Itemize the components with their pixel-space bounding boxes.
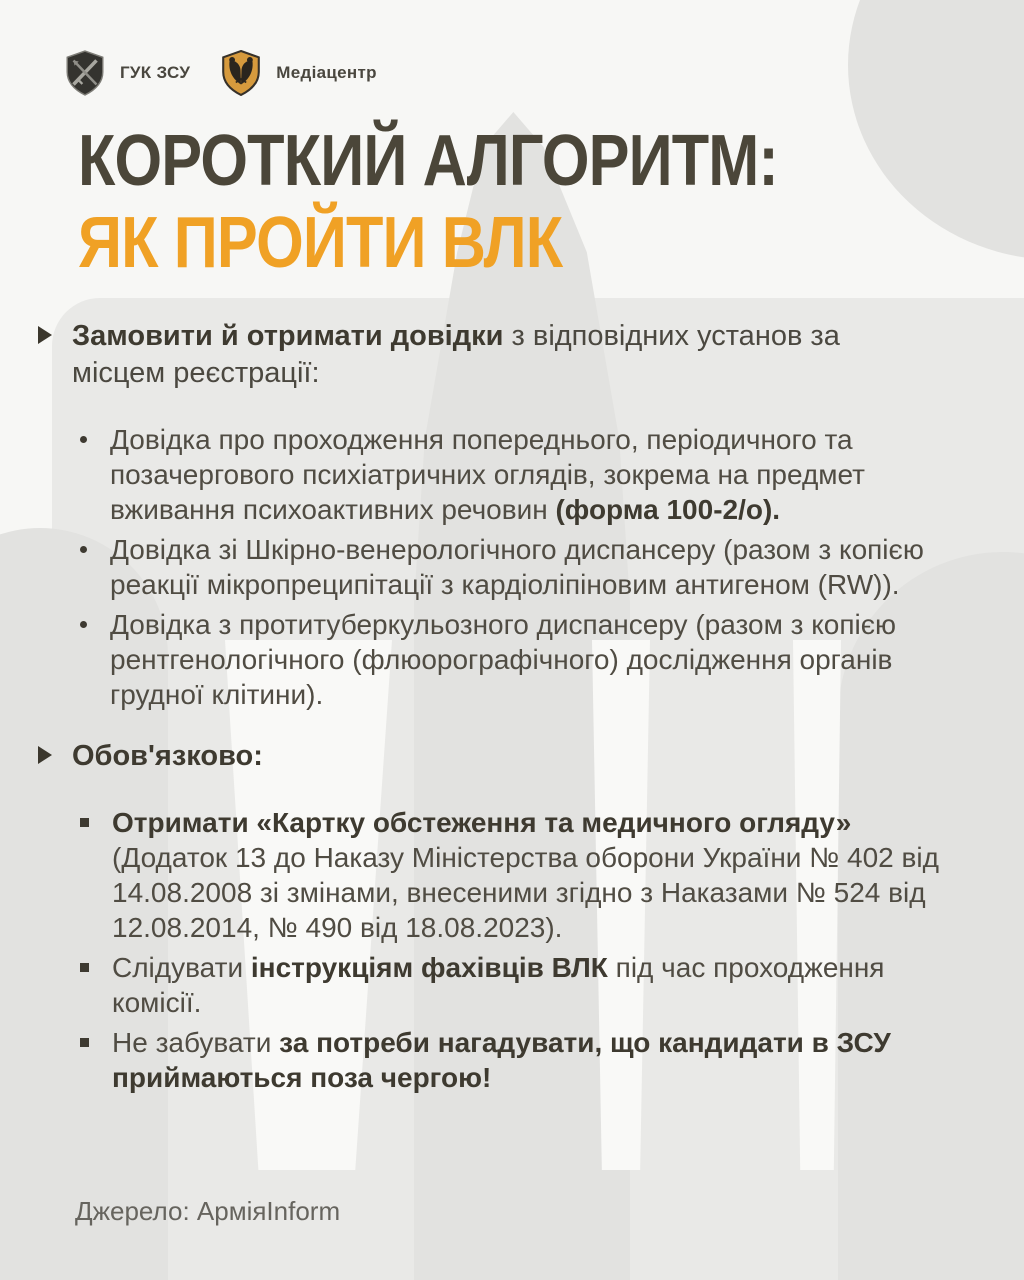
list-item bbox=[78, 805, 970, 945]
section bbox=[38, 738, 970, 1095]
list-item-text: Не забувати за потреби нагадувати, що кандидати в ЗСУ приймаються поза чергою! bbox=[112, 1027, 891, 1093]
bullet-icon bbox=[80, 963, 89, 972]
section-heading: Замовити й отримати довідки з відповідних установ за місцем реєстрації: bbox=[72, 320, 840, 389]
bullet-icon bbox=[80, 1038, 89, 1047]
list-item bbox=[78, 422, 970, 527]
list-item bbox=[78, 1025, 970, 1095]
list-item-text: Отримати «Картку обстеження та медичного огляду» (Додаток 13 до Наказу Міністерства оборони України № 402 від 14.08.2008 зі змінами, внесеними згідно з Наказами № 524 від 12.08.2014, № 490 від 18.08.2023). bbox=[112, 807, 939, 943]
bullet-list bbox=[78, 422, 970, 712]
logo-mediacenter bbox=[220, 50, 376, 96]
bullet-icon bbox=[80, 818, 89, 827]
header-logos bbox=[64, 50, 377, 96]
source-attribution: Джерело: АрміяInform bbox=[75, 1196, 341, 1226]
bullet-list bbox=[78, 805, 970, 1095]
list-item-text: Довідка зі Шкірно-венерологічного диспансеру (разом з копією реакції мікропреципітації з кардіоліпіновим антигеном (RW)). bbox=[110, 534, 924, 600]
triangle-bullet-icon bbox=[38, 326, 52, 344]
bullet-icon bbox=[80, 621, 87, 628]
logo-label: Медіацентр bbox=[276, 63, 377, 82]
list-item bbox=[78, 950, 970, 1020]
list-item-text: Довідка з протитуберкульозного диспансеру (разом з копією рентгенологічного (флюорографічного) дослідження органів грудної клітини). bbox=[110, 609, 897, 710]
logo-label: ГУК ЗСУ bbox=[120, 63, 191, 82]
section-heading: Обов'язково: bbox=[72, 740, 263, 772]
logo-guk-zsu bbox=[64, 50, 190, 96]
sections bbox=[38, 318, 970, 1100]
page-title-line2: ЯК ПРОЙТИ ВЛК bbox=[78, 203, 563, 283]
triangle-bullet-icon bbox=[38, 746, 52, 764]
page-title-line1: КОРОТКИЙ АЛГОРИТМ: bbox=[78, 121, 778, 201]
list-item-text: Довідка про проходження попереднього, періодичного та позачергового психіатричних оглядів, зокрема на предмет вживання психоактивних речовин (форма 100-2/о). bbox=[110, 424, 866, 525]
guk-zsu-shield-icon bbox=[64, 50, 106, 96]
list-item bbox=[78, 607, 970, 712]
list-item bbox=[78, 532, 970, 602]
section bbox=[38, 318, 970, 712]
page-title bbox=[78, 120, 778, 284]
list-item-text: Слідувати інструкціям фахівців ВЛК під час проходження комісії. bbox=[112, 952, 885, 1018]
bullet-icon bbox=[80, 436, 87, 443]
mediacenter-shield-icon bbox=[220, 50, 262, 96]
bullet-icon bbox=[80, 546, 87, 553]
watermark-top-right-blob bbox=[848, 0, 1024, 260]
